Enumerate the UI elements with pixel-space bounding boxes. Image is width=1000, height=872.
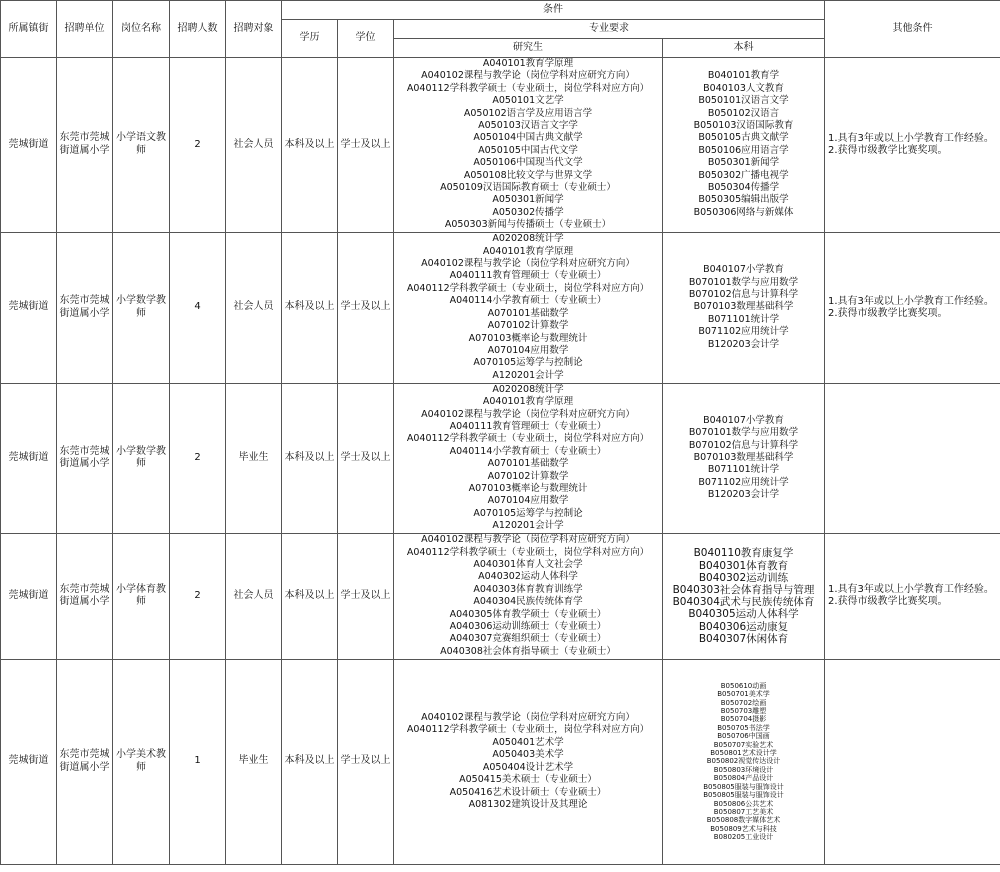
cell-other (825, 383, 1000, 533)
list-item: A050416艺术设计硕士（专业硕士） (449, 786, 607, 798)
list-item: B070103数理基础科学 (693, 301, 794, 313)
cell-education: 本科及以上 (282, 58, 338, 233)
list-item: B050807工艺美术 (713, 807, 774, 816)
list-item: B070102信息与计算科学 (688, 289, 799, 301)
cell-degree: 学士及以上 (338, 232, 394, 383)
cell-degree: 学士及以上 (338, 659, 394, 864)
list-item: A070103概率论与数理统计 (468, 483, 588, 494)
list-item: B071101统计学 (707, 313, 780, 325)
cell-unit: 东莞市莞城街道属小学 (57, 58, 113, 233)
cell-count: 2 (170, 533, 226, 659)
cell-postgrad-majors (394, 232, 663, 383)
cell-unit: 东莞市莞城街道属小学 (57, 533, 113, 659)
cell-degree: 学士及以上 (338, 58, 394, 233)
cell-town: 莞城街道 (1, 232, 57, 383)
cell-count: 2 (170, 383, 226, 533)
list-item: B050809艺术与科技 (710, 824, 777, 833)
list-item: B071101统计学 (707, 464, 780, 476)
list-item: A050303新闻与传播硕士（专业硕士） (444, 219, 612, 231)
list-item: B050706中国画 (717, 732, 770, 741)
list-item: B040107小学教育 (703, 414, 784, 426)
table-row (1, 533, 1000, 659)
list-item: A040112学科教学硕士（专业硕士，岗位学科对应方向） (406, 433, 650, 445)
list-item: B050704摄影 (720, 715, 767, 724)
list-item: A040101教育学原理 (482, 58, 574, 69)
list-item: B050610动画 (720, 681, 767, 690)
list-item: A040111教育管理硕士（专业硕士） (449, 270, 607, 282)
list-item: B050801艺术设计学 (710, 749, 777, 758)
list-item: B050106应用语言学 (698, 144, 789, 156)
cell-position: 小学语文教师 (113, 58, 170, 233)
list-item: B040306运动康复 (698, 620, 789, 633)
list-item: B040107小学教育 (703, 264, 784, 276)
list-item: A040114小学教育硕士（专业硕士） (449, 295, 607, 307)
header-degree: 学位 (338, 20, 394, 58)
list-item: A040112学科教学硕士（专业硕士，岗位学科对应方向） (406, 282, 650, 294)
list-item: A070102计算数学 (487, 470, 569, 482)
list-item: A050301新闻学 (492, 194, 564, 206)
list-item: B040304武术与民族传统体育 (672, 596, 815, 609)
cell-target: 毕业生 (226, 659, 282, 864)
list-item: 2.获得市级教学比赛奖项。 (828, 307, 948, 319)
cell-postgrad-majors (394, 659, 663, 864)
cell-education: 本科及以上 (282, 659, 338, 864)
cell-town: 莞城街道 (1, 383, 57, 533)
header-target: 招聘对象 (226, 1, 282, 58)
list-item: B050305编辑出版学 (698, 194, 789, 206)
list-item: B050803环境设计 (713, 765, 774, 774)
cell-target: 毕业生 (226, 383, 282, 533)
list-item: B070103数理基础科学 (693, 451, 794, 463)
list-item: B050302广播电视学 (698, 169, 789, 181)
cell-target: 社会人员 (226, 58, 282, 233)
list-item: B040103人文教育 (703, 82, 784, 94)
list-item: A040112学科教学硕士（专业硕士，岗位学科对应方向） (406, 724, 650, 736)
list-item: A070103概率论与数理统计 (468, 332, 588, 344)
list-item: A050109汉语国际教育硕士（专业硕士） (440, 182, 616, 194)
list-item: A050102语言学及应用语言学 (463, 107, 593, 119)
header-undergrad: 本科 (663, 39, 825, 58)
list-item: 1.具有3年或以上小学教育工作经验。 (828, 295, 994, 307)
cell-education: 本科及以上 (282, 383, 338, 533)
list-item: A020208统计学 (492, 233, 564, 245)
list-item: A050101文艺学 (492, 95, 564, 107)
list-item: A081302建筑设计及其理论 (468, 798, 588, 810)
list-item: A040102课程与教学论（岗位学科对应研究方向） (421, 70, 635, 82)
cell-undergrad-majors (663, 533, 825, 659)
list-item: A050403美术学 (492, 749, 564, 761)
list-item: B050702绘画 (720, 698, 767, 707)
list-item: B040307休闲体育 (698, 632, 789, 645)
cell-undergrad-majors (663, 383, 825, 533)
list-item: A040112学科教学硕士（专业硕士，岗位学科对应方向） (406, 546, 650, 558)
list-item: A050103汉语言文字学 (478, 120, 578, 132)
list-item: B050808数字媒体艺术 (706, 816, 781, 825)
list-item: A040306运动训练硕士（专业硕士） (449, 621, 607, 632)
list-item: A040102课程与教学论（岗位学科对应研究方向） (421, 258, 635, 270)
list-item: A040102课程与教学论（岗位学科对应研究方向） (421, 408, 635, 420)
list-item: A040307竞赛组织硕士（专业硕士） (449, 633, 607, 645)
list-item: A070101基础数学 (487, 458, 569, 470)
list-item: 2.获得市级教学比赛奖项。 (828, 144, 948, 156)
list-item: B050306网络与新媒体 (693, 206, 794, 218)
list-item: B040303社会体育指导与管理 (672, 583, 815, 596)
list-item: B050806公共艺术 (713, 799, 774, 808)
list-item: B050802视觉传达设计 (706, 757, 781, 766)
list-item: B050101汉语言文学 (698, 95, 789, 107)
list-item: A120201会计学 (492, 369, 564, 381)
cell-degree: 学士及以上 (338, 533, 394, 659)
list-item: A050105中国古代文学 (478, 144, 578, 156)
list-item: A050415美术硕士（专业硕士） (459, 774, 597, 786)
list-item: B040305运动人体科学 (688, 608, 799, 621)
cell-undergrad-majors (663, 232, 825, 383)
cell-position: 小学体育教师 (113, 533, 170, 659)
header-major-req: 专业要求 (394, 20, 825, 39)
cell-other (825, 58, 1000, 233)
list-item: B050102汉语言 (707, 107, 780, 119)
list-item: A040304民族传统体育学 (473, 596, 583, 608)
list-item: B070101数学与应用数学 (688, 427, 799, 439)
list-item: B071102应用统计学 (698, 476, 789, 488)
header-position: 岗位名称 (113, 1, 170, 58)
table-row (1, 659, 1000, 864)
header-education: 学历 (282, 20, 338, 58)
cell-undergrad-majors (663, 58, 825, 233)
list-item: B040110教育康复学 (693, 547, 794, 560)
header-other: 其他条件 (825, 1, 1000, 58)
header-unit: 招聘单位 (57, 1, 113, 58)
list-item: A040111教育管理硕士（专业硕士） (449, 420, 607, 432)
list-item: B070101数学与应用数学 (688, 276, 799, 288)
list-item: 2.获得市级教学比赛奖项。 (828, 596, 948, 608)
list-item: B050105古典文献学 (698, 132, 789, 144)
header-count: 招聘人数 (170, 1, 226, 58)
list-item: A040303体育教育训练学 (473, 583, 583, 595)
cell-other (825, 533, 1000, 659)
header-conditions: 条件 (282, 1, 825, 20)
list-item: B050805服装与服饰设计 (703, 782, 784, 791)
cell-education: 本科及以上 (282, 232, 338, 383)
list-item: A120201会计学 (492, 520, 564, 532)
list-item: 1.具有3年或以上小学教育工作经验。 (828, 584, 994, 596)
list-item: A040101教育学原理 (482, 245, 574, 257)
cell-postgrad-majors (394, 383, 663, 533)
list-item: B071102应用统计学 (698, 326, 789, 338)
list-item: B050707实验艺术 (713, 740, 774, 749)
cell-position: 小学美术教师 (113, 659, 170, 864)
list-item: A040101教育学原理 (482, 396, 574, 408)
list-item: B050701美术学 (717, 690, 770, 699)
list-item: A040308社会体育指导硕士（专业硕士） (440, 645, 616, 657)
list-item: B050304传播学 (707, 182, 780, 194)
list-item: A050401艺术学 (492, 736, 564, 748)
list-item: B040302运动训练 (698, 571, 789, 584)
cell-unit: 东莞市莞城街道属小学 (57, 232, 113, 383)
list-item: A050104中国古典文献学 (473, 132, 583, 144)
list-item: A040102课程与教学论（岗位学科对应研究方向） (421, 712, 635, 724)
list-item: A040114小学教育硕士（专业硕士） (449, 445, 607, 457)
list-item: A070104应用数学 (487, 344, 569, 356)
cell-other (825, 232, 1000, 383)
list-item: B120203会计学 (707, 489, 780, 501)
cell-town: 莞城街道 (1, 533, 57, 659)
list-item: B040301体育教育 (698, 559, 789, 572)
list-item: B050103汉语国际教育 (693, 120, 794, 132)
list-item: A050404设计艺术学 (482, 761, 574, 773)
table-row (1, 383, 1000, 533)
list-item: B050301新闻学 (707, 157, 780, 169)
list-item: B120203会计学 (707, 338, 780, 350)
list-item: B050705书法学 (717, 723, 770, 732)
list-item: A070102计算数学 (487, 320, 569, 332)
list-item: 1.具有3年或以上小学教育工作经验。 (828, 132, 994, 144)
cell-town: 莞城街道 (1, 659, 57, 864)
list-item: A070101基础数学 (487, 307, 569, 319)
list-item: A040112学科教学硕士（专业硕士，岗位学科对应方向） (406, 82, 650, 94)
list-item: A050106中国现当代文学 (473, 157, 583, 169)
list-item: B050703雕塑 (720, 707, 767, 716)
list-item: A070104应用数学 (487, 495, 569, 507)
cell-undergrad-majors (663, 659, 825, 864)
list-item: A040302运动人体科学 (478, 571, 578, 583)
cell-count: 1 (170, 659, 226, 864)
header-postgrad: 研究生 (394, 39, 663, 58)
list-item: A070105运筹学与控制论 (473, 357, 583, 369)
table-row (1, 232, 1000, 383)
cell-town: 莞城街道 (1, 58, 57, 233)
list-item: A040305体育教学硕士（专业硕士） (449, 608, 607, 620)
cell-education: 本科及以上 (282, 533, 338, 659)
list-item: B050805服装与服饰设计 (703, 791, 784, 800)
cell-count: 2 (170, 58, 226, 233)
list-item: A050108比较文学与世界文学 (463, 169, 593, 181)
list-item: B050804产品设计 (713, 774, 774, 783)
cell-target: 社会人员 (226, 533, 282, 659)
cell-count: 4 (170, 232, 226, 383)
cell-other (825, 659, 1000, 864)
list-item: B070102信息与计算科学 (688, 439, 799, 451)
list-item: A070105运筹学与控制论 (473, 507, 583, 519)
list-item: B080205工业设计 (713, 833, 774, 842)
table-row (1, 58, 1000, 233)
cell-degree: 学士及以上 (338, 383, 394, 533)
list-item: A050302传播学 (492, 206, 564, 218)
cell-position: 小学数学教师 (113, 232, 170, 383)
cell-unit: 东莞市莞城街道属小学 (57, 659, 113, 864)
cell-target: 社会人员 (226, 232, 282, 383)
list-item: A040102课程与教学论（岗位学科对应研究方向） (421, 534, 635, 546)
cell-postgrad-majors (394, 533, 663, 659)
list-item: A020208统计学 (492, 383, 564, 395)
header-town: 所属镇街 (1, 1, 57, 58)
cell-postgrad-majors (394, 58, 663, 233)
list-item: B040101教育学 (707, 70, 780, 82)
list-item: A040301体育人文社会学 (473, 558, 583, 570)
cell-unit: 东莞市莞城街道属小学 (57, 383, 113, 533)
cell-position: 小学数学教师 (113, 383, 170, 533)
